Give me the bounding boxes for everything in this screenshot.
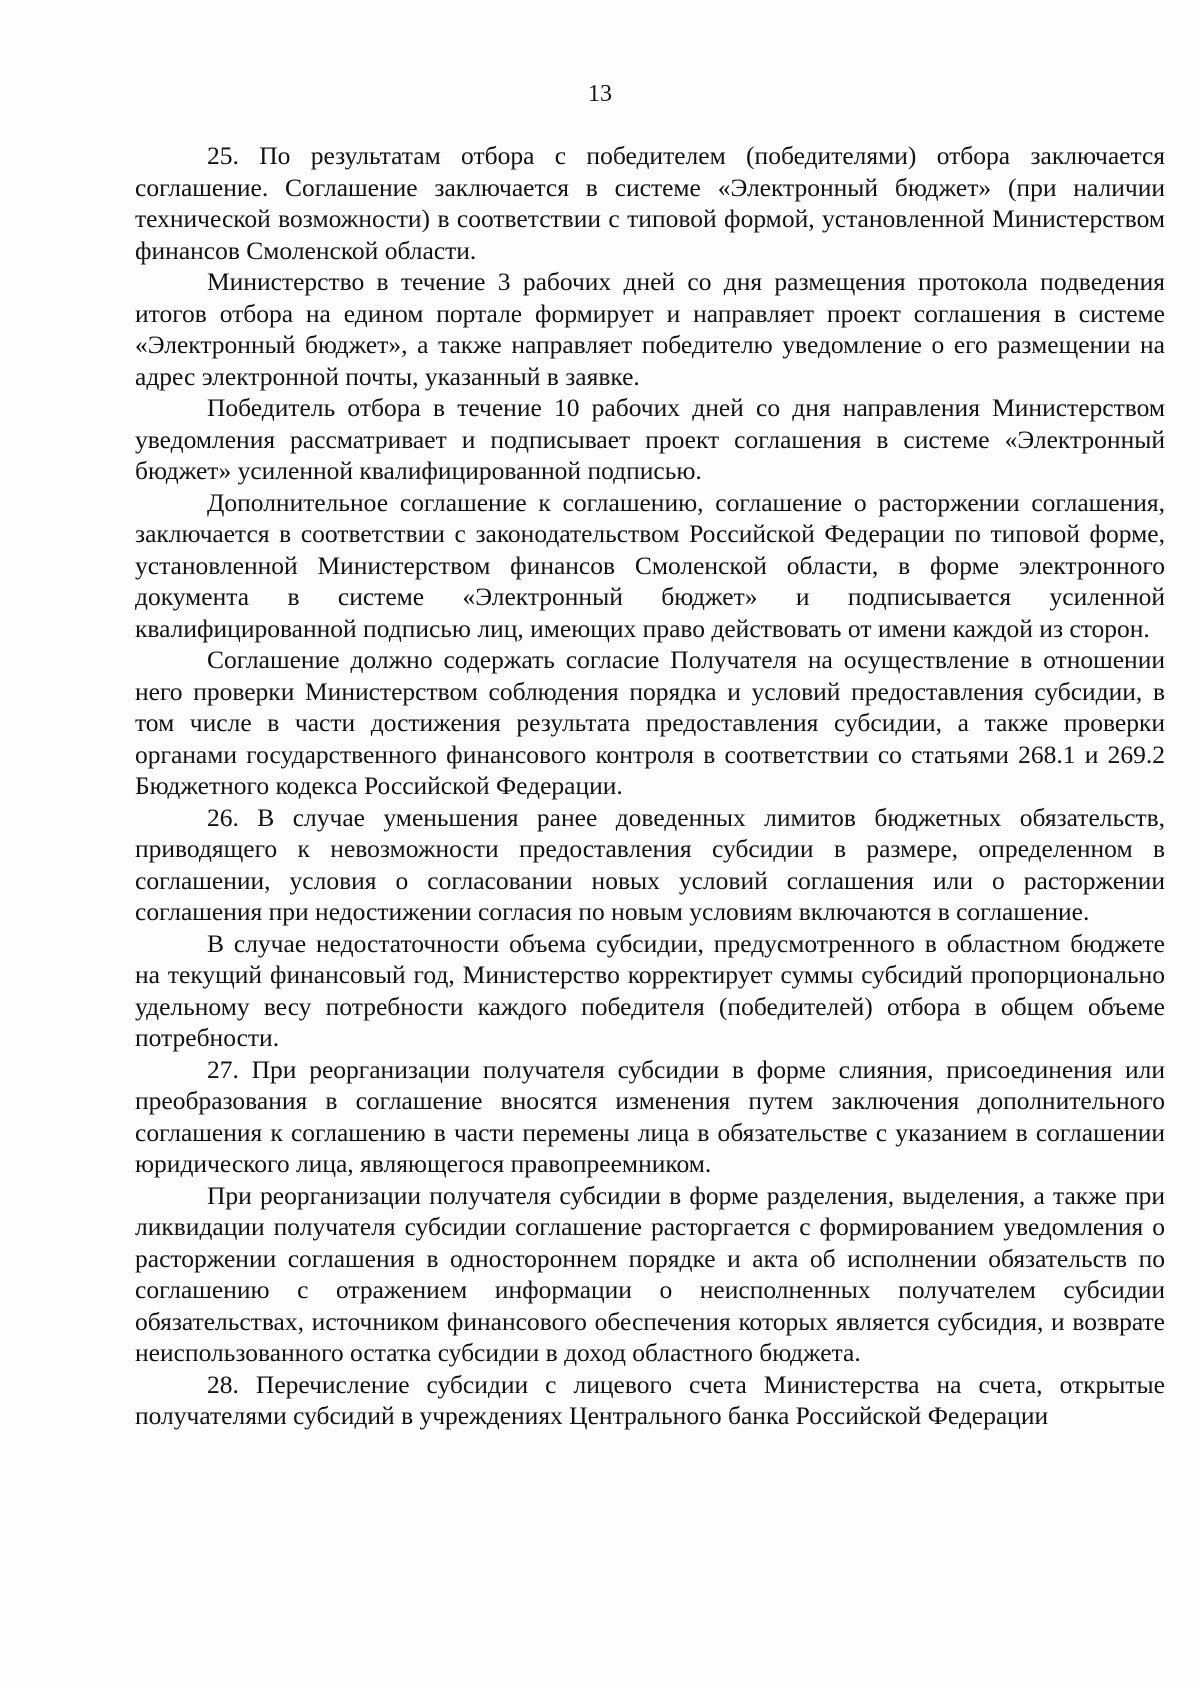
paragraph-additional-agreement: Дополнительное соглашение к соглашению, соглашение о расторжении соглашения, заключается в соответствии с законодательством Российской Федерации по типовой форме, установленной Министерством финансов Смоленской области, в форме электронного документа в системе «Электронный бюджет» и подписывается усиленной квалифицированной подписью лиц, имеющих право действовать от имени каждой из сторон. [135, 487, 1165, 643]
document-body [135, 140, 1165, 1432]
paragraph-ministry-draft: Министерство в течение 3 рабочих дней со дня размещения протокола подведения итогов отбора на едином портале формирует и направляет проект соглашения в системе «Электронный бюджет», а также направляет победителю уведомление о его размещении на адрес электронной почты, указанный в заявке. [135, 267, 1165, 391]
paragraph-reorganization-termination: При реорганизации получателя субсидии в форме разделения, выделения, а также при ликвидации получателя субсидии соглашение расторгается с формированием уведомления о расторжении соглашения в одностороннем порядке и акта об исполнении обязательств по соглашению с отражением информации о неисполненных получателем субсидии обязательствах, источником финансового обеспечения которых является субсидия, и возврате неиспользованного остатка субсидии в доход областного бюджета. [135, 1180, 1165, 1367]
paragraph-28: 28. Перечисление субсидии с лицевого счета Министерства на счета, открытые получателями субсидий в учреждениях Центрального банка Российской Федерации [135, 1369, 1165, 1430]
paragraph-winner-signs: Победитель отбора в течение 10 рабочих дней со дня направления Министерством уведомления рассматривает и подписывает проект соглашения в системе «Электронный бюджет» усиленной квалифицированной подписью. [135, 393, 1165, 485]
page-number: 13 [588, 81, 612, 107]
paragraph-insufficient-volume: В случае недостаточности объема субсидии, предусмотренного в областном бюджете на текущий финансовый год, Министерство корректирует суммы субсидий пропорционально удельному весу потребности каждого победителя (победителей) отбора в общем объеме потребности. [135, 928, 1165, 1052]
paragraph-26: 26. В случае уменьшения ранее доведенных лимитов бюджетных обязательств, приводящего к невозможности предоставления субсидии в размере, определенном в соглашении, условия о согласовании новых условий соглашения или о расторжении соглашения при недостижении согласия по новым условиям включаются в соглашение. [135, 802, 1165, 926]
paragraph-25: 25. По результатам отбора с победителем (победителями) отбора заключается соглашение. Соглашение заключается в системе «Электронный бюджет» (при наличии технической возможности) в соответствии с типовой формой, установленной Министерством финансов Смоленской области. [135, 141, 1165, 265]
paragraph-consent-audit: Соглашение должно содержать согласие Получателя на осуществление в отношении него проверки Министерством соблюдения порядка и условий предоставления субсидии, в том числе в части достижения результата предоставления субсидии, а также проверки органами государственного финансового контроля в соответствии со статьями 268.1 и 269.2 Бюджетного кодекса Российской Федерации. [135, 645, 1165, 800]
paragraph-27: 27. При реорганизации получателя субсидии в форме слияния, присоединения или преобразования в соглашение вносятся изменения путем заключения дополнительного соглашения к соглашению в части перемены лица в обязательстве с указанием в соглашении юридического лица, являющегося правопреемником. [135, 1054, 1165, 1178]
